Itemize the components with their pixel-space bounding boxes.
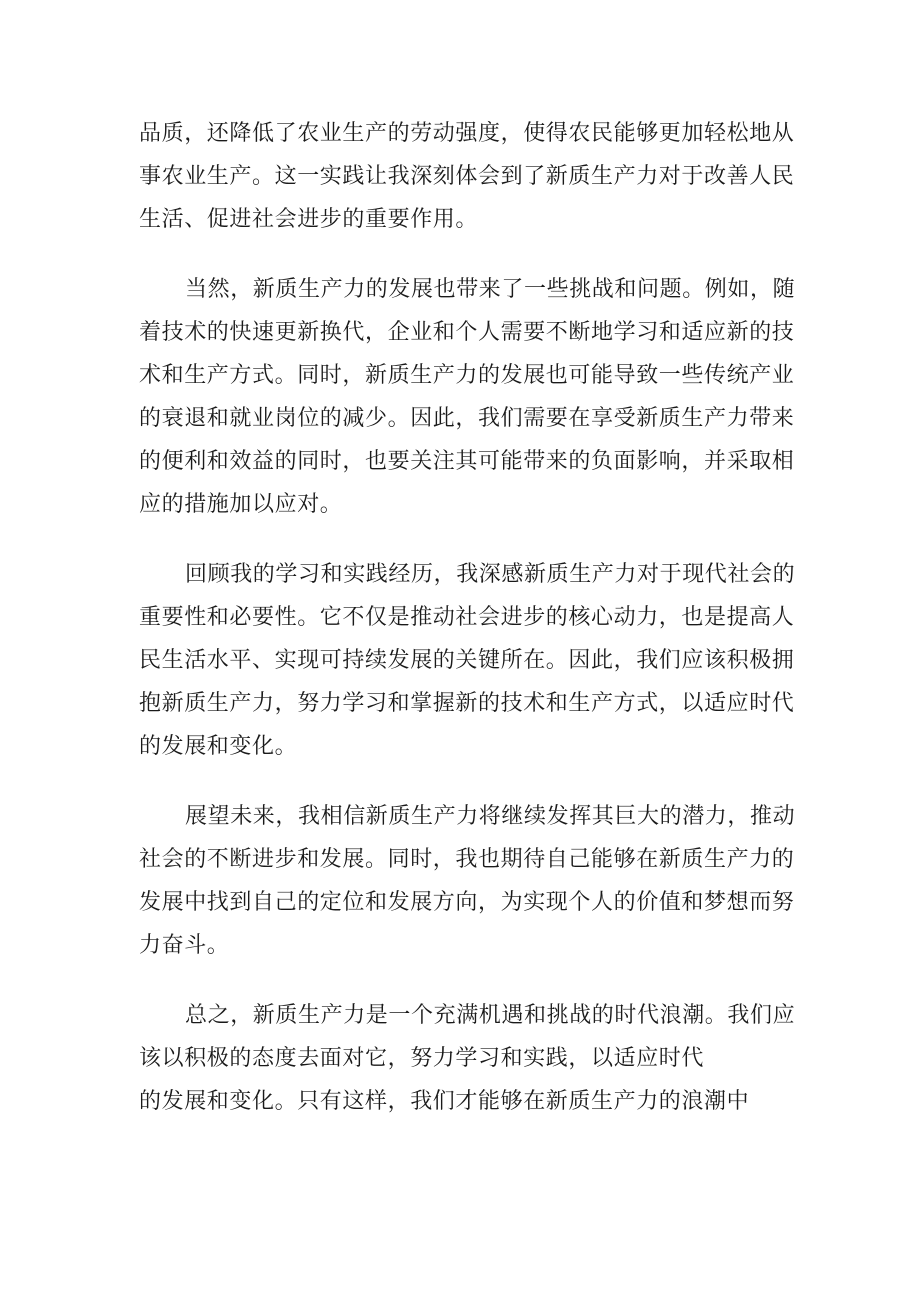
paragraph-3 — [139, 553, 796, 768]
paragraph-5 — [139, 994, 796, 1123]
paragraph-line: 当然，新质生产力的发展也带来了一些挑战和问题。例如，随 — [185, 277, 796, 302]
paragraph-line: 回顾我的学习和实践经历，我深感新质生产力对于现代社会的 — [185, 562, 796, 587]
paragraph-1 — [139, 112, 795, 241]
paragraph-line: 民生活水平、实现可持续发展的关键所在。因此，我们应该积极拥 — [139, 648, 795, 673]
paragraph-line: 术和生产方式。同时，新质生产力的发展也可能导致一些传统产业 — [139, 363, 795, 388]
paragraph-line: 的便利和效益的同时，也要关注其可能带来的负面影响，并采取相 — [139, 449, 795, 474]
paragraph-line: 力奋斗。 — [139, 933, 230, 958]
paragraph-line: 应的措施加以应对。 — [139, 492, 343, 517]
paragraph-4 — [139, 795, 796, 967]
paragraph-line: 事农业生产。这一实践让我深刻体会到了新质生产力对于改善人民 — [139, 164, 795, 189]
paragraph-spacer — [139, 967, 779, 994]
paragraph-line: 的发展和变化。只有这样，我们才能够在新质生产力的浪潮中 — [139, 1089, 750, 1114]
paragraph-spacer — [139, 526, 779, 553]
paragraph-line: 的发展和变化。 — [139, 734, 298, 759]
paragraph-line: 生活、促进社会进步的重要作用。 — [139, 207, 479, 232]
paragraph-line: 品质，还降低了农业生产的劳动强度，使得农民能够更加轻松地从 — [139, 121, 795, 146]
paragraph-line: 的衰退和就业岗位的减少。因此，我们需要在享受新质生产力带来 — [139, 406, 795, 431]
document-page — [139, 112, 796, 1123]
paragraph-line: 社会的不断进步和发展。同时，我也期待自己能够在新质生产力的 — [139, 847, 795, 872]
paragraph-line: 总之，新质生产力是一个充满机遇和挑战的时代浪潮。我们应 — [185, 1003, 796, 1028]
paragraph-line: 发展中找到自己的定位和发展方向，为实现个人的价值和梦想而努 — [139, 890, 795, 915]
paragraph-line: 重要性和必要性。它不仅是推动社会进步的核心动力，也是提高人 — [139, 605, 795, 630]
paragraph-line: 该以积极的态度去面对它，努力学习和实践，以适应时代 — [139, 1046, 705, 1071]
paragraph-line: 抱新质生产力，努力学习和掌握新的技术和生产方式，以适应时代 — [139, 691, 795, 716]
paragraph-2 — [139, 268, 796, 526]
paragraph-line: 展望未来，我相信新质生产力将继续发挥其巨大的潜力，推动 — [185, 804, 796, 829]
paragraph-spacer — [139, 241, 779, 268]
paragraph-line: 着技术的快速更新换代，企业和个人需要不断地学习和适应新的技 — [139, 320, 795, 345]
paragraph-spacer — [139, 768, 779, 795]
